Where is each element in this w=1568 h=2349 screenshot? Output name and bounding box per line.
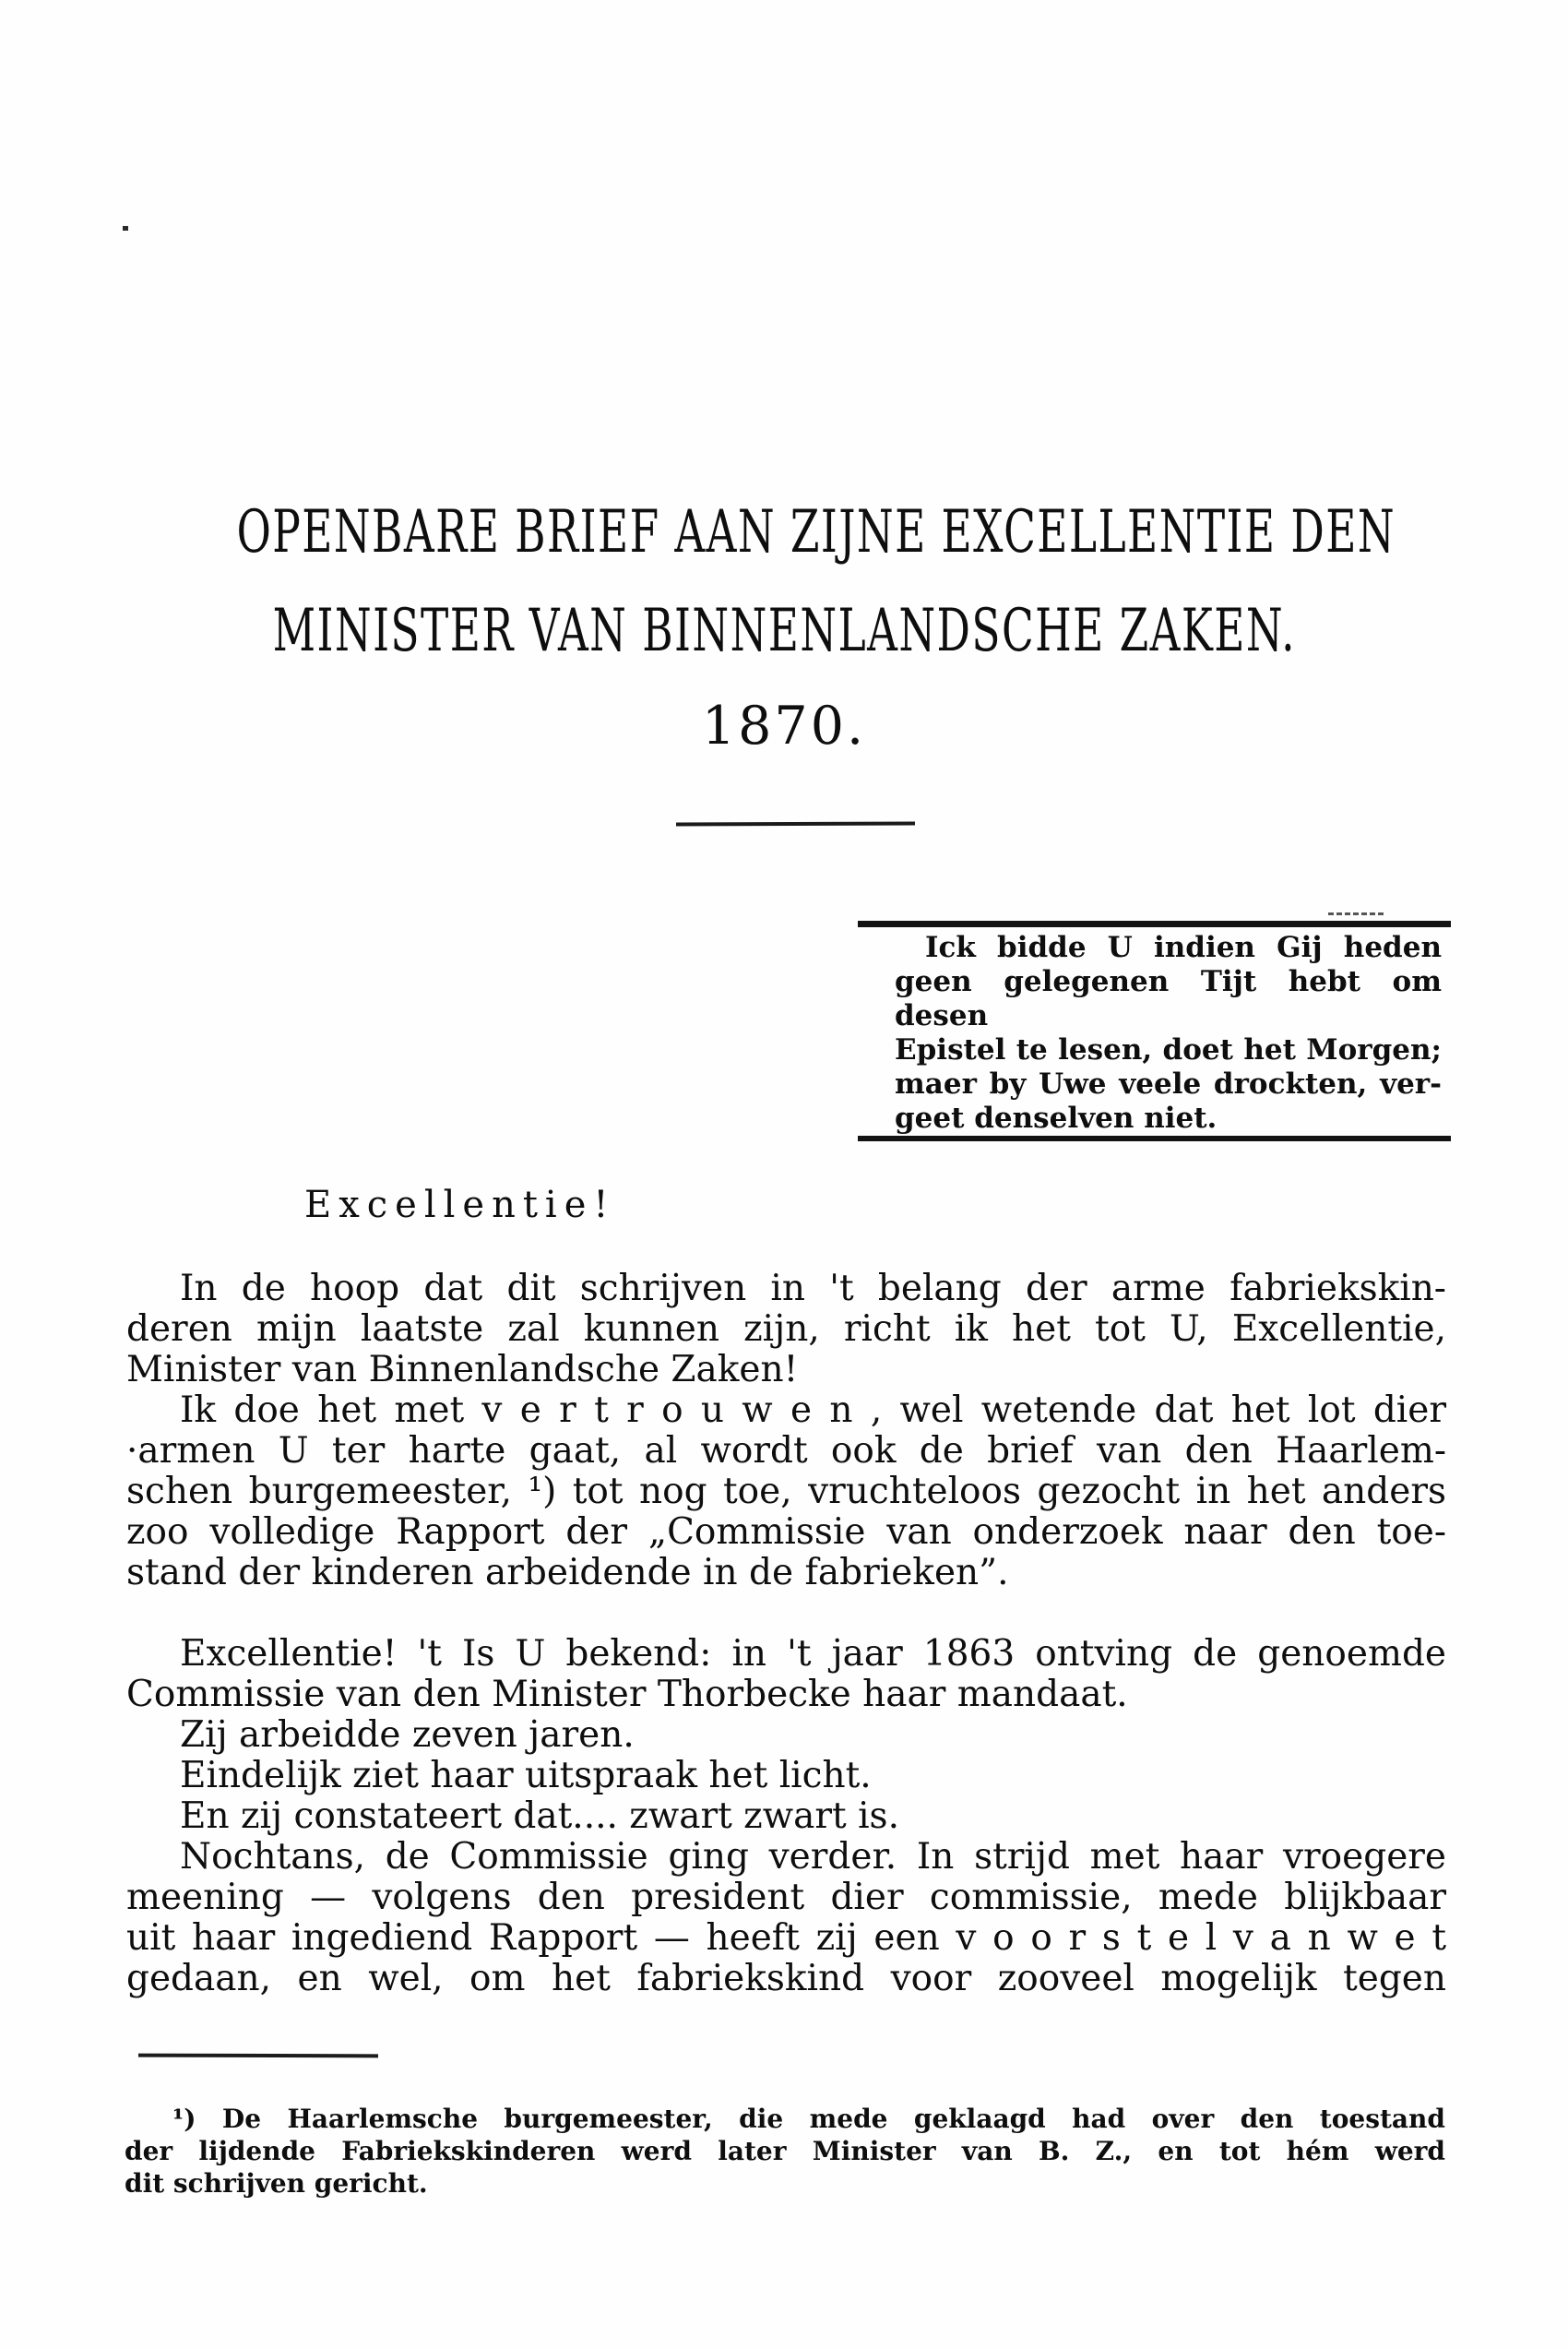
salutation: Excellentie! (304, 1184, 616, 1226)
page-title-line-2 (0, 597, 1568, 665)
body-line: Minister van Binnenlandsche Zaken! (126, 1349, 799, 1390)
epigraph-box (858, 921, 1451, 1141)
footnote (125, 2103, 1445, 2200)
page-title-line-1-text: OPENBARE BRIEF AAN ZIJNE EXCELLENTIE DEN (236, 498, 1396, 566)
epigraph-line: geen gelegenen Tijt hebt om desen (895, 965, 1442, 1032)
body-line: gedaan, en wel, om het fabriekskind voor zooveel mogelijk tegen (126, 1958, 1446, 1999)
body-line: Eindelijk ziet haar uitspraak het licht. (180, 1755, 872, 1796)
body-line: En zij constateert dat.... zwart zwart is. (180, 1795, 899, 1837)
body-line: In de hoop dat dit schrijven in 't belang der arme fabriekskin- (180, 1268, 1446, 1309)
epigraph-line: geet denselven niet. (895, 1102, 1218, 1135)
body-line: Commissie van den Minister Thorbecke haar mandaat. (126, 1674, 1128, 1715)
body-line: ·armen U ter harte gaat, al wordt ook de brief van den Haarlem- (126, 1430, 1446, 1472)
body-line: stand der kinderen arbeidende in de fabrieken”. (126, 1552, 1009, 1593)
body-line: Excellentie! 't Is U bekend: in 't jaar 1863 ontving de genoemde (180, 1633, 1446, 1675)
footnote-line: ¹) De Haarlemsche burgemeester, die mede geklaagd had over den toestand (172, 2104, 1445, 2134)
body-line: Ik doe het met v e r t r o u w e n , wel wetende dat het lot dier (180, 1389, 1446, 1431)
footnote-line: dit schrijven gericht. (125, 2168, 428, 2199)
footnote-line: der lijdende Fabriekskinderen werd later Minister van B. Z., en tot hém werd (125, 2136, 1445, 2166)
letter-body (126, 1269, 1446, 1999)
body-line: schen burgemeester, ¹) tot nog toe, vruchteloos gezocht in het anders (126, 1471, 1446, 1512)
scan-speck (123, 226, 128, 231)
body-line: Nochtans, de Commissie ging verder. In strijd met haar vroegere (180, 1836, 1446, 1878)
body-line: Zij arbeidde zeven jaren. (180, 1714, 635, 1756)
scan-dash-artifact (1328, 912, 1384, 915)
body-line: meening — volgens den president dier commissie, mede blijkbaar (126, 1877, 1446, 1918)
title-year: 1870. (701, 696, 867, 757)
page-title-line-1 (0, 498, 1568, 566)
footnote-separator-rule (138, 2054, 378, 2058)
body-line: uit haar ingediend Rapport — heeft zij een v o o r s t e l v a n w e t (126, 1917, 1446, 1959)
epigraph-line: maer by Uwe veele drockten, ver- (895, 1067, 1442, 1101)
body-line: deren mijn laatste zal kunnen zijn, richt ik het tot U, Excellentie, (126, 1308, 1446, 1350)
page-title-line-2-text: MINISTER VAN BINNENLANDSCHE ZAKEN. (272, 597, 1296, 665)
epigraph-line: Epistel te lesen, doet het Morgen; (895, 1033, 1442, 1067)
body-line: zoo volledige Rapport der „Commissie van onderzoek naar den toe- (126, 1511, 1446, 1553)
epigraph-line: Ick bidde U indien Gij heden (925, 931, 1442, 964)
title-divider-rule (676, 822, 915, 827)
